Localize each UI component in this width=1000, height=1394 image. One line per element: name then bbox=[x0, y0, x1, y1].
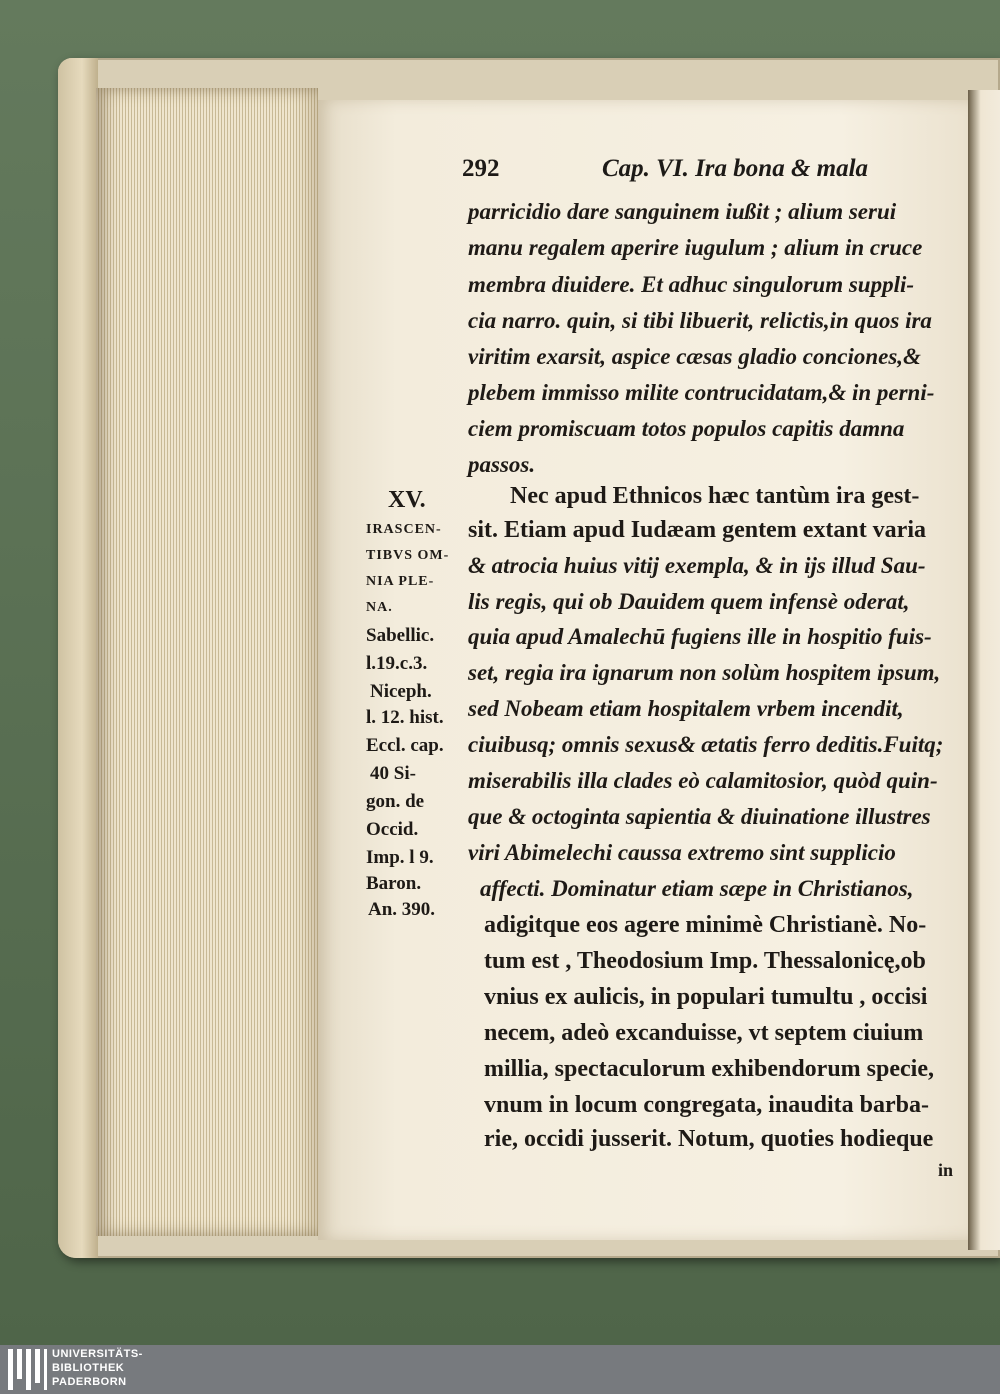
margin-note: Baron. bbox=[366, 873, 422, 894]
margin-heading: NA. bbox=[366, 600, 393, 615]
text-line: sed Nobeam etiam hospitalem vrbem incendit, bbox=[468, 696, 904, 721]
text-line: Nec apud Ethnicos hæc tantùm ira gest- bbox=[510, 483, 920, 509]
margin-note: 40 Si- bbox=[370, 763, 416, 784]
library-name-line: PADERBORN bbox=[52, 1376, 127, 1388]
margin-section-number: XV. bbox=[388, 487, 426, 513]
text-line: plebem immisso milite contrucidatam,& in perni- bbox=[468, 380, 935, 405]
text-line: parricidio dare sanguinem iußit ; alium serui bbox=[468, 199, 897, 224]
margin-heading: IRASCEN- bbox=[366, 522, 442, 537]
text-line: viritim exarsit, aspice cæsas gladio conciones,& bbox=[468, 344, 921, 369]
library-footer bbox=[0, 1345, 1000, 1394]
facing-page-sliver bbox=[968, 90, 1000, 1250]
text-line: membra diuidere. Et adhuc singulorum suppli- bbox=[468, 272, 915, 297]
margin-note: An. 390. bbox=[368, 899, 436, 920]
text-line: ciem promiscuam totos populos capitis damna bbox=[468, 416, 905, 441]
margin-note: Eccl. cap. bbox=[366, 735, 444, 756]
text-line: lis regis, qui ob Dauidem quem infensè oderat, bbox=[468, 589, 910, 614]
margin-note: gon. de bbox=[366, 791, 425, 812]
margin-note: Sabellic. bbox=[366, 625, 435, 646]
text-line: vnius ex aulicis, in populari tumultu , occisi bbox=[484, 984, 928, 1010]
text-line: sit. Etiam apud Iudæam gentem extant varia bbox=[468, 517, 927, 543]
margin-note: Niceph. bbox=[370, 681, 432, 702]
text-line: miserabilis illa clades eò calamitosior, quòd quin- bbox=[468, 768, 938, 793]
margin-note: Imp. l 9. bbox=[366, 847, 434, 868]
library-logo-icon bbox=[8, 1349, 48, 1390]
library-name-line: BIBLIOTHEK bbox=[52, 1362, 125, 1374]
text-line: necem, adeò excanduisse, vt septem ciuium bbox=[484, 1020, 924, 1046]
margin-note: l.19.c.3. bbox=[366, 653, 428, 674]
running-head bbox=[462, 155, 902, 189]
chapter-title: Cap. VI. Ira bona & mala bbox=[602, 155, 869, 182]
text-line: quia apud Amalechū fugiens ille in hospitio fuis- bbox=[468, 624, 932, 649]
text-line: affecti. Dominatur etiam sæpe in Christianos, bbox=[480, 876, 914, 901]
text-line: & atrocia huius vitij exempla, & in ijs illud Sau- bbox=[468, 553, 926, 578]
text-line: viri Abimelechi caussa extremo sint supplicio bbox=[468, 840, 896, 865]
margin-heading: NIA PLE- bbox=[366, 574, 435, 589]
catchword: in bbox=[938, 1160, 954, 1180]
text-line: tum est , Theodosium Imp. Thessalonicę,ob bbox=[484, 948, 926, 974]
text-line: vnum in locum congregata, inaudita barba- bbox=[484, 1092, 929, 1118]
margin-note: Occid. bbox=[366, 819, 419, 840]
book-binding-edge bbox=[58, 58, 98, 1258]
text-line: adigitque eos agere minimè Christianè. No- bbox=[484, 912, 927, 938]
text-line: passos. bbox=[468, 452, 536, 477]
page-number: 292 bbox=[462, 155, 500, 182]
library-name-line: UNIVERSITÄTS- bbox=[52, 1348, 143, 1360]
text-line: manu regalem aperire iugulum ; alium in cruce bbox=[468, 235, 923, 260]
margin-heading: TIBVS OM- bbox=[366, 548, 450, 563]
text-line: cia narro. quin, si tibi libuerit, relictis,in quos ira bbox=[468, 308, 932, 333]
text-line: set, regia ira ignarum non solùm hospitem ipsum, bbox=[468, 660, 941, 685]
margin-note: l. 12. hist. bbox=[366, 707, 444, 728]
text-line: rie, occidi jusserit. Notum, quoties hodieque bbox=[484, 1126, 934, 1152]
text-line: millia, spectaculorum exhibendorum specie, bbox=[484, 1056, 934, 1082]
library-name bbox=[52, 1347, 143, 1389]
text-line: que & octoginta sapientia & diuinatione illustres bbox=[468, 804, 931, 829]
page-edges bbox=[96, 88, 318, 1236]
text-line: ciuibusq; omnis sexus& ætatis ferro deditis.Fuitq; bbox=[468, 732, 944, 757]
